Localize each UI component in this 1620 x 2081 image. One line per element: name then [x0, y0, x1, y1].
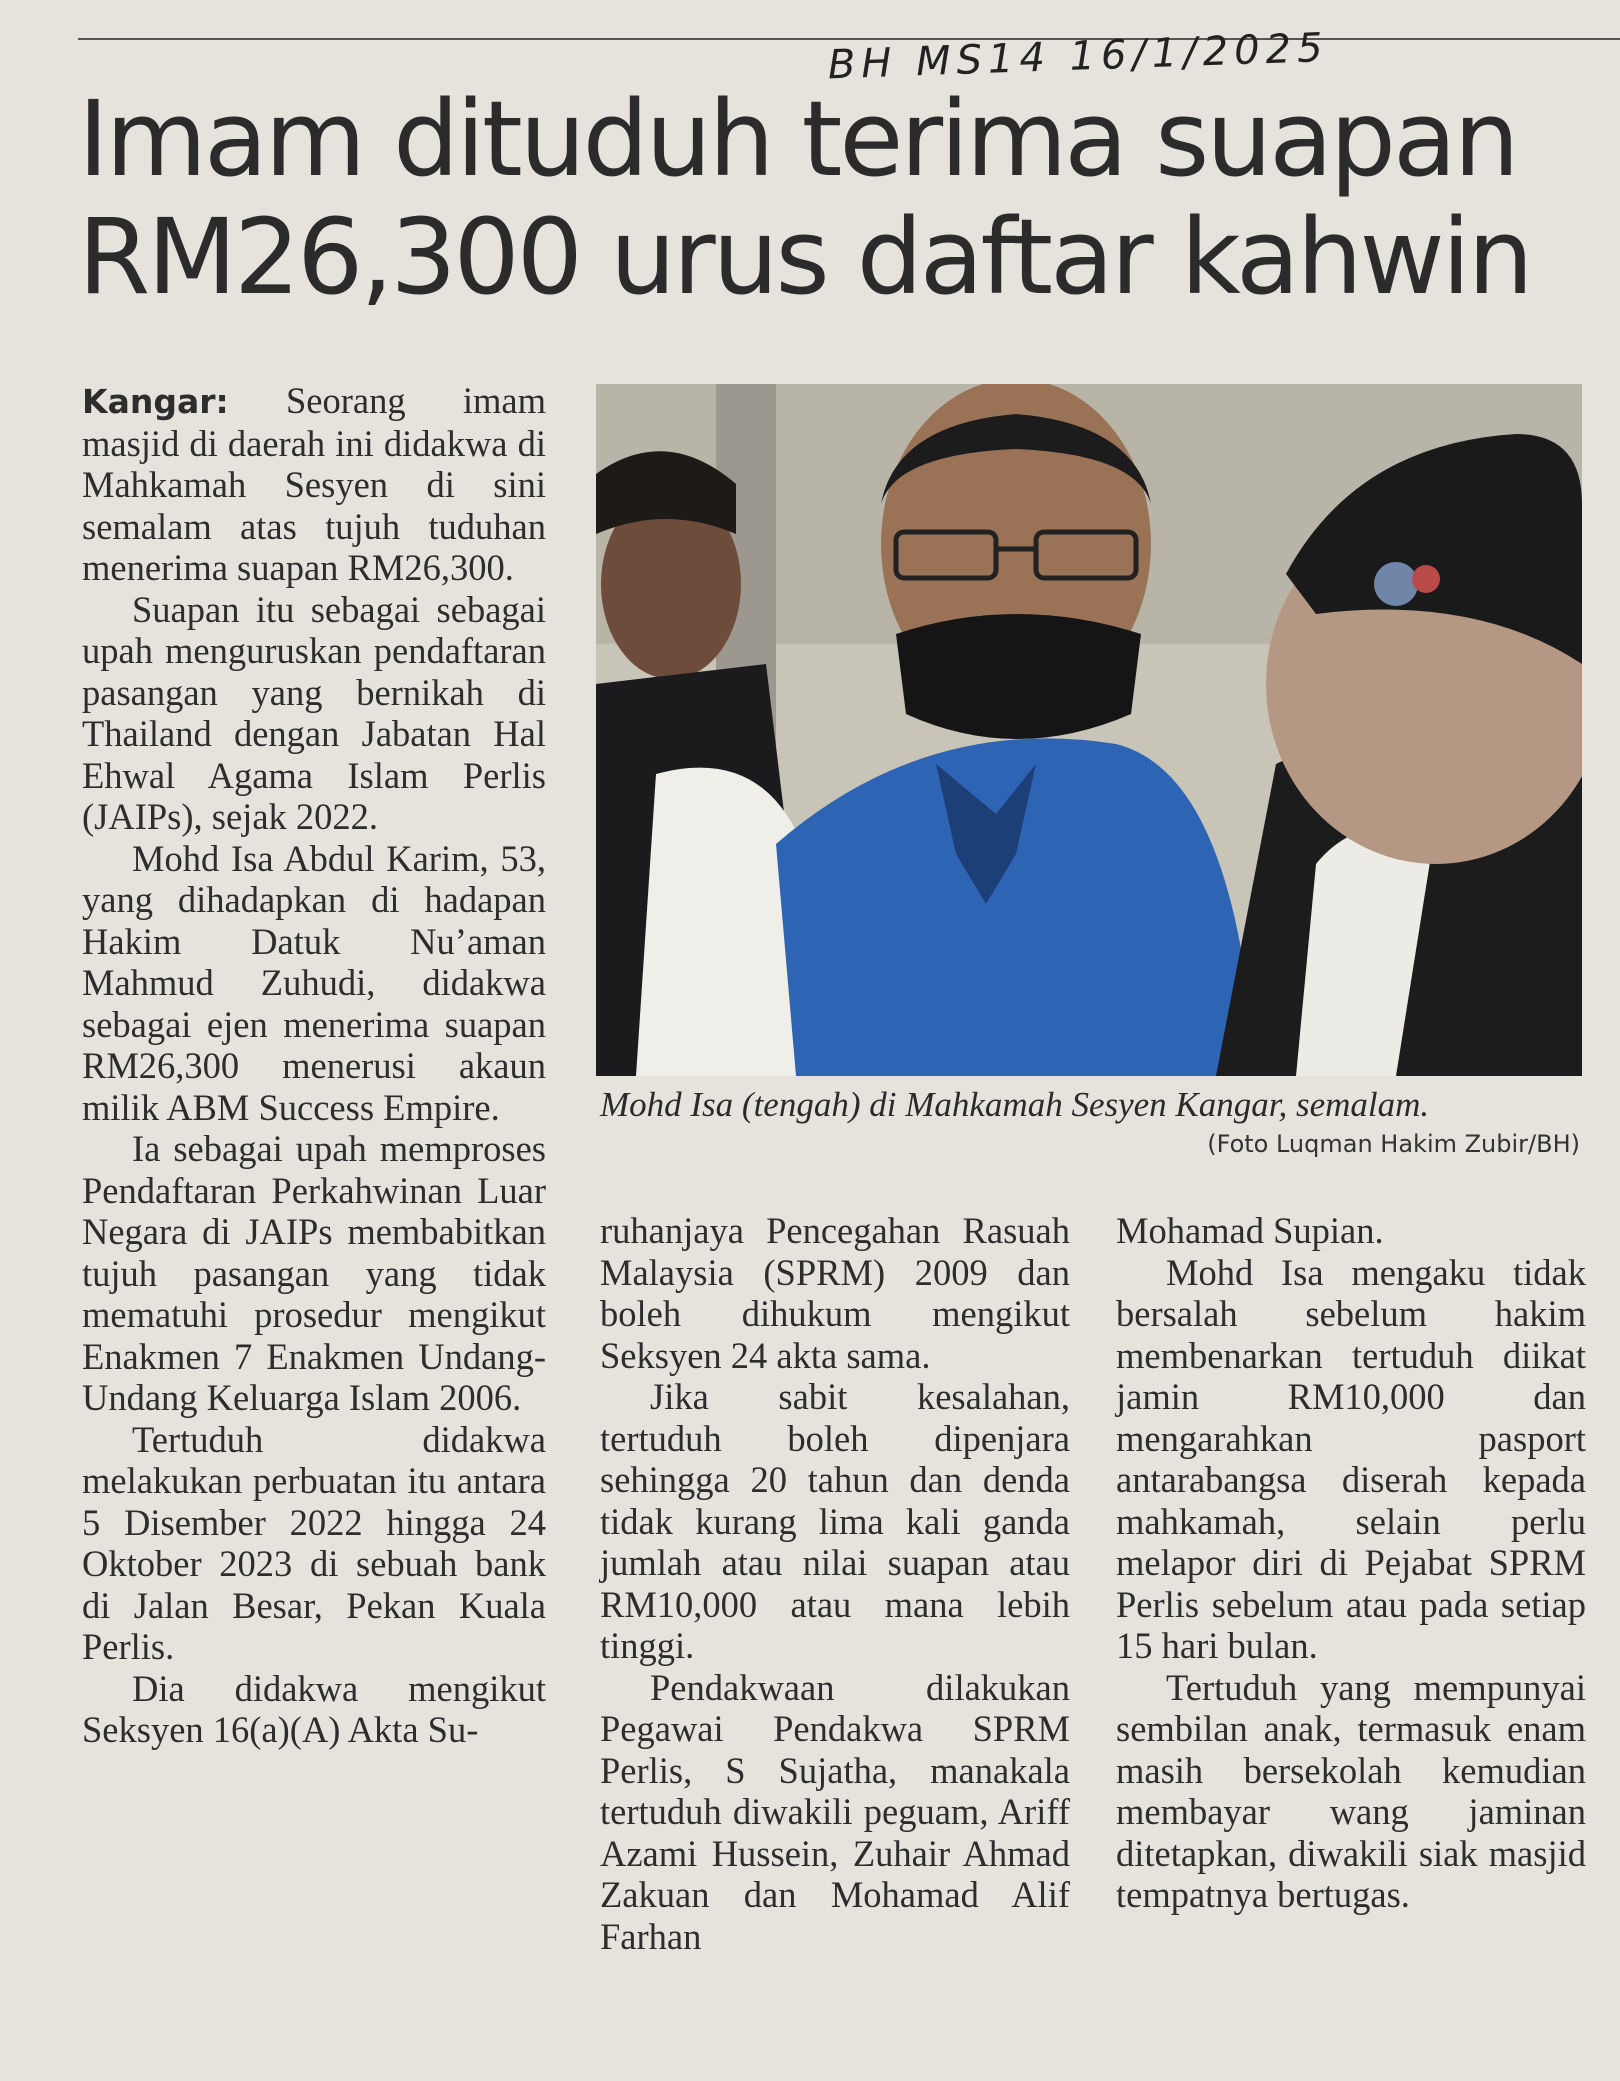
article-column-2	[600, 1210, 1070, 1957]
article-paragraph: Tertuduh didakwa melakukan perbuatan itu antara 5 Disember 2022 hingga 24 Oktober 2023 di sebuah bank di Jalan Besar, Pekan Kuala Perlis.	[82, 1418, 546, 1667]
article-paragraph: Mohd Isa Abdul Karim, 53, yang dihadapkan di hadapan Hakim Datuk Nu’aman Mahmud Zuhudi, didakwa sebagai ejen menerima suapan RM26,300 menerusi akaun milik ABM Success Empire.	[82, 837, 546, 1128]
article-paragraph: Tertuduh yang mempunyai sembilan anak, termasuk enam masih bersekolah kemudian membayar wang jaminan ditetapkan, diwakili siak masjid tempatnya bertugas.	[1116, 1666, 1586, 1915]
article-paragraph: Mohamad Supian.	[1116, 1210, 1384, 1251]
article-column-1	[82, 380, 546, 1751]
handwritten-clip-note: BH MS14 16/1/2025	[827, 24, 1330, 89]
headline-line-2: RM26,300 urus daftar kahwin	[78, 196, 1531, 318]
news-photo	[596, 384, 1582, 1076]
dateline: Kangar:	[82, 382, 229, 421]
headline	[78, 80, 1598, 316]
article-paragraph: Suapan itu sebagai sebagai upah menguruskan pendaftaran pasangan yang bernikah di Thailand dengan Jabatan Hal Ehwal Agama Islam Perlis (JAIPs), sejak 2022.	[82, 588, 546, 837]
article-paragraph: Pendakwaan dilakukan Pegawai Pendakwa SPRM Perlis, S Sujatha, manakala tertuduh diwakili peguam, Ariff Azami Hussein, Zuhair Ahmad Zakuan dan Mohamad Alif Farhan	[600, 1666, 1070, 1957]
article-column-3	[1116, 1210, 1586, 1916]
article-paragraph: Mohd Isa mengaku tidak bersalah sebelum hakim membenarkan tertuduh diikat jamin RM10,000 dan mengarahkan pasport antarabangsa diserah kepada mahkamah, selain perlu melapor diri di Pejabat SPRM Perlis sebelum atau pada setiap 15 hari bulan.	[1116, 1251, 1586, 1666]
article-paragraph: Jika sabit kesalahan, tertuduh boleh dipenjara sehingga 20 tahun dan denda tidak kurang lima kali ganda jumlah atau nilai suapan atau RM10,000 atau mana lebih tinggi.	[600, 1376, 1070, 1666]
photo-caption: Mohd Isa (tengah) di Mahkamah Sesyen Kangar, semalam.	[600, 1085, 1430, 1124]
photo-illustration	[596, 384, 1582, 1076]
article-paragraph: ruhanjaya Pencegahan Rasuah Malaysia (SPRM) 2009 dan boleh dihukum mengikut Seksyen 24 akta sama.	[600, 1210, 1070, 1376]
top-rule	[78, 38, 1620, 40]
article-paragraph: Dia didakwa mengikut Seksyen 16(a)(A) Akta Su-	[82, 1667, 546, 1750]
headline-line-1: Imam dituduh terima suapan	[78, 78, 1517, 200]
photo-credit: (Foto Luqman Hakim Zubir/BH)	[1207, 1130, 1580, 1158]
article-paragraph: Kangar: Seorang imam masjid di daerah ini didakwa di Mahkamah Sesyen di sini semalam atas tujuh tuduhan menerima suapan RM26,300.	[82, 380, 546, 588]
article-paragraph: Ia sebagai upah memproses Pendaftaran Perkahwinan Luar Negara di JAIPs membabitkan tujuh pasangan yang tidak mematuhi prosedur mengikut Enakmen 7 Enakmen Undang-Undang Keluarga Islam 2006.	[82, 1128, 546, 1418]
